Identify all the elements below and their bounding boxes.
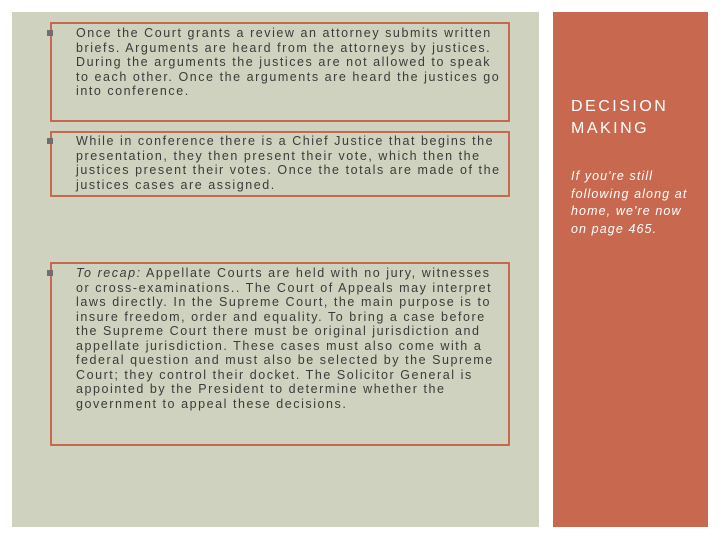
bullet-text: Once the Court grants a review an attorney submits written briefs. Arguments are heard from the attorneys by justices. During the arguments the justices are not allowed to speak to each other. Once the arguments are heard the justices go into conference.	[76, 26, 501, 98]
bullet-lead: To recap:	[76, 266, 142, 280]
panel-divider	[539, 12, 553, 527]
bullet-text: While in conference there is a Chief Justice that begins the presentation, they then present their vote, which then the justices present their votes. Once the totals are made of the justices cases are assigned.	[76, 134, 501, 192]
bullet-text	[58, 266, 508, 411]
bullet-square-icon	[47, 138, 53, 144]
bullet-body: Appellate Courts are held with no jury, witnesses or cross-examinations.. The Court of Appeals may interpret laws directly. In the Supreme Court, the main purpose is to insure freedom, order and equality. To bring a case before the Supreme Court there must be original jurisdiction and appellate jurisdiction. These cases must also come with a federal question and must also be selected by the Supreme Court; they control their docket. The Solicitor General is appointed by the President to determine whether the government to appeal these decisions.	[76, 266, 494, 411]
bullet-square-icon	[47, 30, 53, 36]
bullet-item	[58, 266, 508, 411]
page-note: If you're still following along at home, we're now on page 465.	[571, 169, 688, 236]
bullet-item	[58, 26, 508, 99]
bullet-square-icon	[47, 270, 53, 276]
bullet-item	[58, 134, 508, 192]
section-title: DECISION MAKING	[571, 98, 669, 137]
sidebar-panel	[553, 12, 708, 527]
